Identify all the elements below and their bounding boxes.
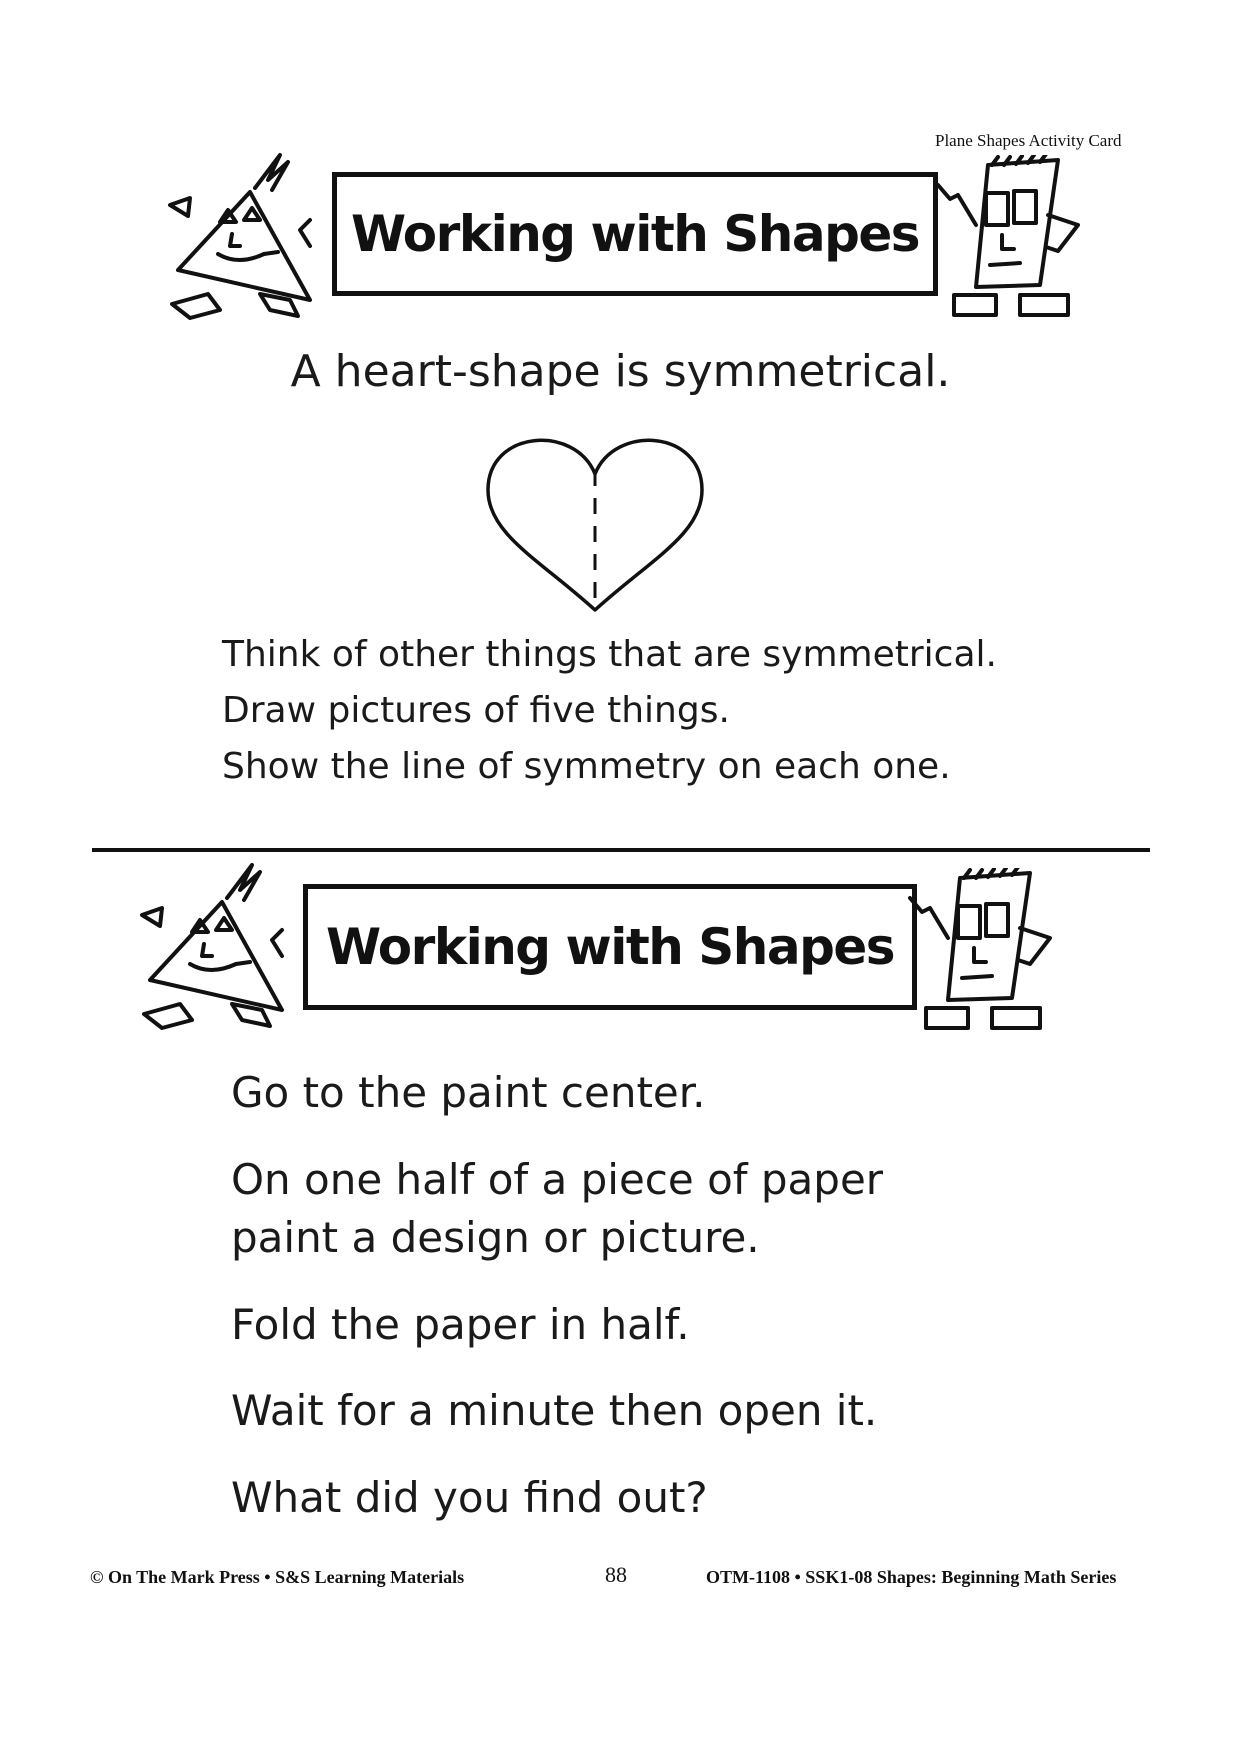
card-2-line-3: paint a design or picture. bbox=[231, 1213, 760, 1262]
card-1-heading: A heart-shape is symmetrical. bbox=[290, 346, 951, 397]
rectangle-mascot-icon bbox=[928, 155, 1108, 335]
card-1-line-1: Think of other things that are symmetrical. bbox=[222, 634, 997, 675]
footer-series: OTM-1108 • SSK1-08 Shapes: Beginning Math Series bbox=[706, 1567, 1117, 1587]
card-2-line-5: Wait for a minute then open it. bbox=[231, 1386, 878, 1435]
footer-publisher: © On The Mark Press • S&S Learning Materials bbox=[90, 1567, 465, 1587]
card-2-line-1: Go to the paint center. bbox=[231, 1068, 706, 1117]
card-2-line-4: Fold the paper in half. bbox=[231, 1300, 690, 1349]
card-2-line-2: On one half of a piece of paper bbox=[231, 1155, 884, 1204]
heart-icon bbox=[480, 430, 710, 615]
triangle-mascot-icon bbox=[132, 860, 322, 1040]
card-2-line-6: What did you find out? bbox=[231, 1473, 708, 1522]
card-1-title: Working with Shapes bbox=[350, 205, 920, 263]
card-label: Plane Shapes Activity Card bbox=[935, 131, 1122, 150]
card-1-line-3: Show the line of symmetry on each one. bbox=[222, 746, 951, 787]
triangle-mascot-icon bbox=[160, 150, 350, 330]
card-1-banner bbox=[332, 172, 938, 296]
rectangle-mascot-icon bbox=[900, 868, 1080, 1048]
card-2-banner bbox=[303, 884, 917, 1010]
card-1-line-2: Draw pictures of five things. bbox=[222, 690, 730, 731]
card-2-title: Working with Shapes bbox=[325, 918, 895, 976]
footer-page-number: 88 bbox=[605, 1562, 627, 1587]
section-divider bbox=[92, 848, 1150, 852]
